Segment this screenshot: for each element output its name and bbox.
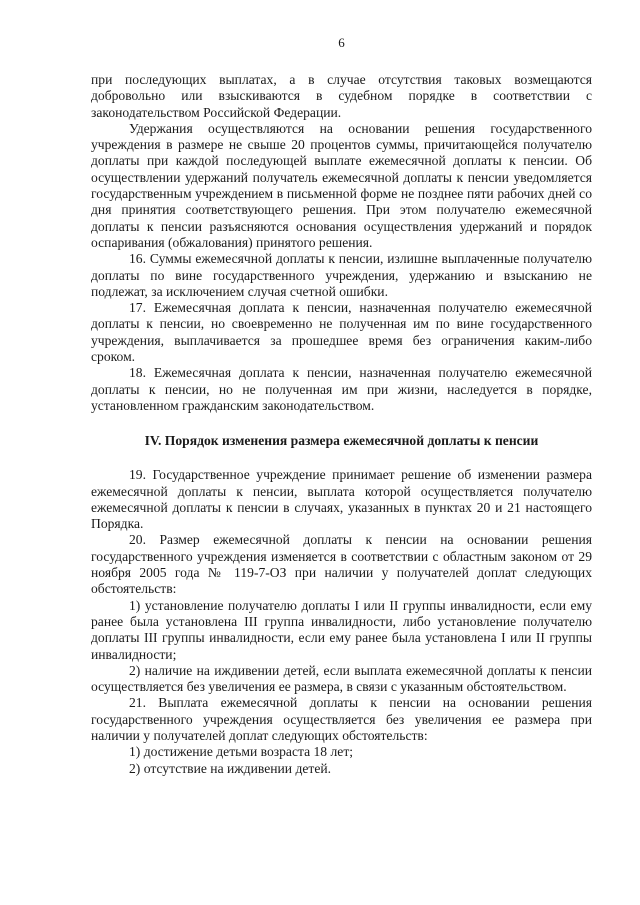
subitem-20-2: 2) наличие на иждивении детей, если выплата ежемесячной доплаты к пенсии осуществляется без увеличения ее размера, в связи с указанным обстоятельством.	[91, 662, 592, 695]
paragraph-item-19: 19. Государственное учреждение принимает решение об изменении размера ежемесячной доплаты к пенсии, выплата которой осуществляется получателю ежемесячной доплаты к пенсии в случаях, указанных в пунктах 20 и 21 настоящего Порядка.	[91, 467, 592, 532]
subitem-21-1: 1) достижение детьми возраста 18 лет;	[129, 744, 354, 760]
subitem-21-2: 2) отсутствие на иждивении детей.	[129, 760, 332, 776]
document-page	[91, 34, 592, 777]
paragraph-item-17: 17. Ежемесячная доплата к пенсии, назначенная получателю ежемесячной доплаты к пенсии, но своевременно не полученная им по вине государственного учреждения, выплачивается за прошедшее время без ограничения каким-либо сроком.	[91, 300, 592, 365]
section-heading: IV. Порядок изменения размера ежемесячной доплаты к пенсии	[144, 433, 539, 449]
paragraph: Удержания осуществляются на основании решения государственного учреждения в размере не свыше 20 процентов суммы, причитающейся получателю доплаты при каждой последующей выплате ежемесячной доплаты к пенсии. Об осуществлении удержаний получатель ежемесячной доплаты к пенсии уведомляется государственным учреждением в письменной форме не позднее пяти рабочих дней со дня принятия соответствующего решения. При этом получателю ежемесячной доплаты к пенсии разъясняются основания осуществления удержаний и порядок оспаривания (обжалования) принятого решения.	[91, 120, 592, 250]
paragraph-item-18: 18. Ежемесячная доплата к пенсии, назначенная получателю ежемесячной доплаты к пенсии, но не полученная им при жизни, наследуется в порядке, установленном гражданским законодательством.	[91, 365, 592, 413]
paragraph-item-21: 21. Выплата ежемесячной доплаты к пенсии на основании решения государственного учреждения осуществляется без увеличения ее размера при наличии у получателей доплат следующих обстоятельств:	[91, 695, 592, 743]
paragraph-item-16: 16. Суммы ежемесячной доплаты к пенсии, излишне выплаченные получателю доплаты по вине государственного учреждения, удержанию и взысканию не подлежат, за исключением случая счетной ошибки.	[91, 251, 592, 299]
subitem-20-1: 1) установление получателю доплаты I или II группы инвалидности, если ему ранее была установлена III группа инвалидности, либо установление получателю доплаты III группы инвалидности, если ему ранее была установлена I или II группы инвалидности;	[91, 597, 592, 662]
paragraph-item-20: 20. Размер ежемесячной доплаты к пенсии на основании решения государственного учреждения изменяется в соответствии с областным законом от 29 ноября 2005 года № 119-7-ОЗ при наличии у получателей доплат следующих обстоятельств:	[91, 532, 592, 597]
page-number: 6	[338, 35, 345, 50]
paragraph: при последующих выплатах, а в случае отсутствия таковых возмещаются добровольно или взыскиваются в судебном порядке в соответствии с законодательством Российской Федерации.	[91, 72, 592, 120]
